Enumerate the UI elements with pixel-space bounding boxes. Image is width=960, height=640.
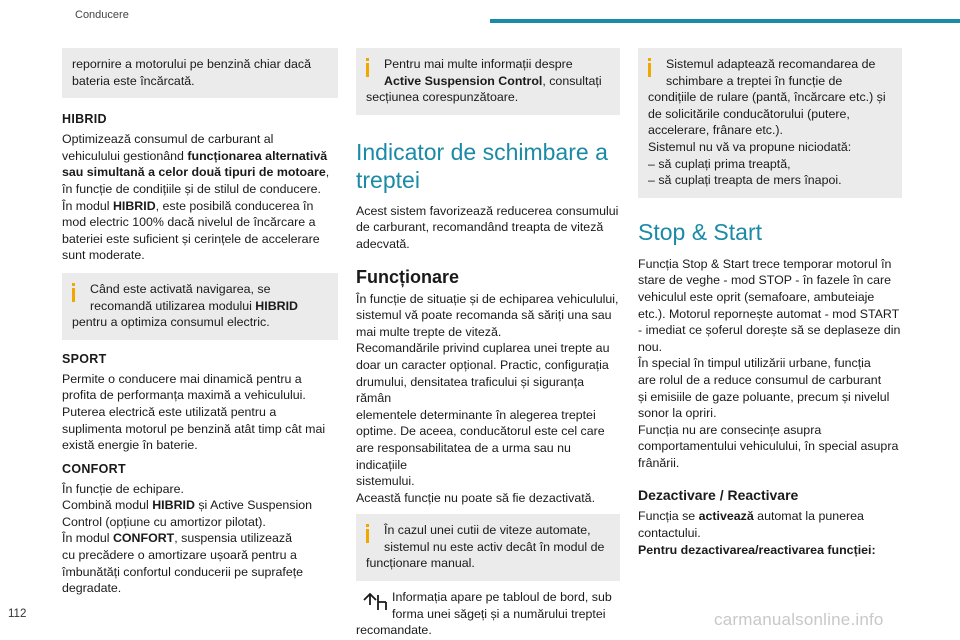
box-line: Sistemul nu vă va propune niciodată:	[648, 139, 852, 154]
stop-start-text	[638, 256, 902, 472]
text-line: mod electric 100% dacă nivelul de încărcare a	[62, 215, 316, 230]
text-line: Funcția nu are consecințe asupra	[638, 422, 822, 437]
bold-run: HIBRID	[112, 198, 156, 213]
text-line: în funcție de condițiile și de stilul de conducere.	[62, 181, 321, 196]
text-line: În funcție de situație și de echiparea vehiculului,	[356, 291, 619, 306]
text-run: recomandă utilizarea modului	[90, 298, 256, 313]
bold-run: HIBRID	[152, 498, 195, 513]
bold-line: Pentru dezactivarea/reactivarea funcției:	[638, 542, 876, 557]
info-icon	[366, 58, 369, 77]
bold-run: sau simultană a celor două tipuri de motoare	[62, 165, 326, 180]
text-run: , suspensia utilizează	[174, 531, 293, 546]
text-line: doar un caracter opțional. Practic, configurația	[356, 357, 609, 372]
text-run: și Active Suspension	[194, 498, 313, 513]
info-icon	[72, 283, 75, 302]
gear-indicator-intro	[356, 203, 620, 253]
bold-run: funcționarea alternativă	[187, 148, 328, 163]
text-line	[62, 497, 338, 514]
text-line: și emisiile de gaze poluante, precum și nivelul	[638, 389, 890, 404]
box-line: sistemul nu este activ decât în modul de	[384, 539, 605, 554]
box-line: funcționare manual.	[366, 556, 475, 571]
text-line: sonor la opriri.	[638, 406, 717, 421]
text-line	[638, 508, 902, 525]
text-line: etc.). Motorul repornește automat - mod START	[638, 306, 900, 321]
sport-heading: SPORT	[62, 351, 107, 366]
text-line	[62, 148, 338, 165]
box-line	[366, 73, 610, 90]
text-run: , este posibilă conducerea în	[155, 198, 314, 213]
text-line: Informația apare pe tabloul de bord, sub	[392, 590, 612, 605]
column-left	[62, 48, 338, 597]
text-line: Recomandările privind cuplarea unei trepte au	[356, 341, 610, 356]
bold-run: Active Suspension Control	[384, 73, 543, 88]
box-line: Sistemul adaptează recomandarea de	[666, 57, 876, 71]
box-line: condițiile de rulare (pantă, încărcare etc.) și	[648, 90, 886, 105]
text-line: Control (opțiune cu amortizor pilotat).	[62, 514, 266, 529]
text-run: , consultați	[542, 73, 602, 88]
info-box-automatic-gearbox	[356, 514, 620, 581]
deactivation-text	[638, 508, 902, 558]
text-line: elementele determinante în alegerea treptei	[356, 407, 596, 422]
text-line: sistemul vă poate recomanda să săriți una sau	[356, 308, 612, 323]
box-line: de solicitările conducătorului (putere,	[648, 106, 850, 121]
bold-run: activează	[698, 509, 754, 524]
text-run: Combină modul	[62, 498, 153, 513]
text-line: nou.	[638, 339, 663, 354]
box-line: – să cuplați treapta de mers înapoi.	[648, 173, 842, 188]
text-run: Funcția se	[638, 509, 699, 524]
text-line: frânării.	[638, 455, 680, 470]
title-line: Indicator de schimbare a	[356, 138, 608, 165]
box-line: schimbare a treptei în funcție de	[666, 73, 843, 88]
text-run: În modul	[62, 198, 113, 213]
text-line	[62, 198, 338, 215]
text-line: are responsabilitatea de a urma sau nu indicațiile	[356, 440, 571, 472]
hibrid-heading: HIBRID	[62, 112, 107, 127]
box-line: pentru a optimiza consumul electric.	[72, 315, 270, 330]
box-line: accelerare, frânare etc.).	[648, 123, 783, 138]
text-line: Acest sistem favorizează reducerea consumului	[356, 203, 619, 218]
box-line: Când este activată navigarea, se	[90, 281, 271, 296]
column-right	[638, 48, 902, 558]
text-run: În modul	[62, 531, 113, 546]
bold-run: CONFORT	[112, 531, 175, 546]
gear-shift-note	[356, 589, 620, 639]
text-line: cu precădere o amortizare ușoară pentru a	[62, 548, 297, 563]
text-line: recomandate.	[356, 623, 432, 638]
text-line: drumului, densitatea traficului și siguranța rămân	[356, 374, 584, 406]
text-line: Permite o conducere mai dinamică pentru a	[62, 371, 302, 386]
text-line: îmbunătăți confortul conducerii pe suprafețe	[62, 564, 304, 579]
column-middle	[356, 48, 620, 639]
text-line: de carburant, recomandând treapta de viteză	[356, 220, 604, 235]
text-line: Puterea electrică este utilizată pentru a	[62, 404, 277, 419]
text-line: bateriei este suficient și cerințele de accelerare	[62, 231, 320, 246]
text-line: optime. De aceea, conducătorul este cel care	[356, 424, 605, 439]
box-line: În cazul unei cutii de viteze automate,	[384, 523, 591, 538]
sport-text	[62, 371, 338, 454]
text-line: stare de veghe - mod STOP - în fazele în care	[638, 273, 891, 288]
watermark: carmanualsonline.info	[714, 610, 884, 629]
section-title-gear-indicator	[356, 138, 620, 194]
box-line: Pentru mai multe informații despre	[384, 57, 573, 71]
confort-heading: CONFORT	[62, 461, 126, 476]
box-line	[72, 298, 328, 315]
page-number: 112	[8, 608, 27, 620]
hibrid-text	[62, 131, 338, 264]
text-line: sunt moderate.	[62, 248, 145, 263]
box-line: repornire a motorului pe benzină chiar dacă	[72, 57, 312, 71]
functionare-text	[356, 291, 620, 507]
text-line: - imediat ce șoferul dorește să se deplaseze din	[638, 323, 901, 338]
text-line: În special în timpul utilizării urbane, funcția	[638, 356, 871, 371]
text-line: În funcție de echipare.	[62, 481, 184, 496]
bold-run: HIBRID	[255, 298, 298, 313]
header-accent-bar	[490, 19, 960, 23]
title-line: treptei	[356, 166, 420, 193]
info-box-top	[62, 48, 338, 98]
text-line: contactului.	[638, 526, 701, 541]
info-box-navigation	[62, 273, 338, 340]
info-box-gear-adaptation	[638, 48, 902, 198]
text-run: automat la punerea	[753, 509, 864, 524]
text-line: Această funcție nu poate să fie dezactivată.	[356, 490, 596, 505]
section-title-stop-start: Stop & Start	[638, 218, 763, 245]
text-run: ,	[325, 165, 330, 180]
info-box-active-suspension	[356, 48, 620, 115]
confort-text	[62, 481, 338, 597]
text-line: vehiculul este oprit (semafoare, ambuteiaje	[638, 289, 875, 304]
text-line: are rolul de a reduce consumul de carburant	[638, 372, 882, 387]
text-line: mai multe trepte de viteză.	[356, 324, 502, 339]
box-line: bateria este încărcată.	[72, 73, 195, 88]
text-line: Optimizează consumul de carburant al	[62, 132, 274, 147]
text-line: Funcția Stop & Start trece temporar motorul în	[638, 256, 892, 271]
deactivation-heading: Dezactivare / Reactivare	[638, 487, 799, 504]
text-line: există energie în baterie.	[62, 438, 198, 453]
info-icon	[366, 524, 369, 543]
gear-shift-indicator-icon	[362, 593, 388, 613]
text-run: vehiculului gestionând	[62, 148, 188, 163]
functionare-heading: Funcționare	[356, 266, 460, 287]
text-line	[62, 164, 338, 181]
text-line: adecvată.	[356, 236, 410, 251]
text-line: comportamentului vehiculului, în special asupra	[638, 439, 899, 454]
text-line	[62, 530, 338, 547]
box-line: – să cuplați prima treaptă,	[648, 156, 791, 171]
text-line: suplimenta motorul pe benzină atât timp cât mai	[62, 421, 326, 436]
page-header-title: Conducere	[75, 9, 129, 21]
box-line: secțiunea corespunzătoare.	[366, 90, 519, 105]
text-line: degradate.	[62, 581, 122, 596]
text-line: forma unei săgeți și a numărului treptei	[392, 606, 606, 621]
info-icon	[648, 58, 651, 77]
text-line: profita de performanța maximă a vehiculului.	[62, 388, 306, 403]
text-line: sistemului.	[356, 474, 415, 489]
